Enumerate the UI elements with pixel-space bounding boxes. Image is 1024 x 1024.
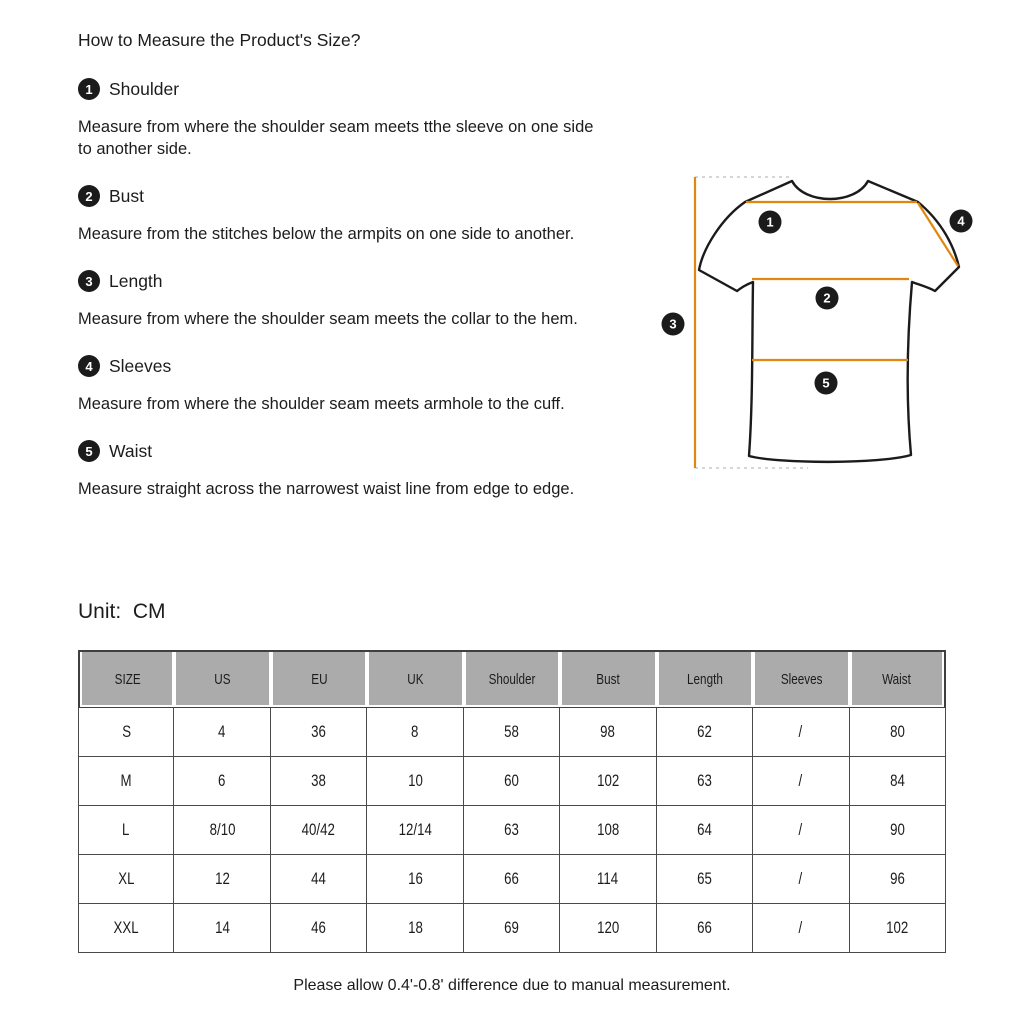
instruction-description: Measure from the stitches below the armpits on one side to another. [78, 225, 575, 243]
table-cell: 8/10 [174, 806, 270, 855]
table-cell: XL [78, 855, 174, 904]
instruction-label: Length [109, 270, 163, 291]
instruction-description: Measure from where the shoulder seam meets tthe sleeve on one side to another side. [78, 118, 594, 158]
step-3-badge: 3 [78, 270, 100, 292]
table-cell: 63 [464, 806, 560, 855]
instruction-header-length [78, 270, 608, 292]
instruction-header-waist [78, 440, 608, 462]
size-table [78, 650, 946, 953]
table-cell: 60 [464, 757, 560, 806]
table-cell: 66 [464, 855, 560, 904]
table-cell: 120 [560, 904, 656, 953]
header-cell: Waist [850, 650, 947, 708]
table-cell: 10 [367, 757, 463, 806]
instruction-label: Bust [109, 185, 145, 206]
diagram-marker-shoulder [759, 211, 782, 234]
measure-instructions [78, 78, 608, 525]
table-cell: 4 [174, 708, 270, 757]
instruction-header-sleeves [78, 355, 608, 377]
table-cell: 16 [367, 855, 463, 904]
table-cell: S [78, 708, 174, 757]
table-cell: / [753, 904, 849, 953]
size-table-wrap [78, 650, 946, 953]
table-cell: 44 [271, 855, 367, 904]
tshirt-outline [699, 181, 959, 462]
size-table-body [78, 708, 946, 953]
diagram-marker-waist [815, 372, 838, 395]
table-cell: 38 [271, 757, 367, 806]
table-row [78, 708, 946, 757]
table-cell: 12 [174, 855, 270, 904]
diagram-marker-sleeves [950, 210, 973, 233]
marker-number: 2 [823, 290, 831, 306]
marker-number: 4 [957, 213, 965, 229]
table-cell: 66 [657, 904, 753, 953]
table-cell: 62 [657, 708, 753, 757]
table-cell: 12/14 [367, 806, 463, 855]
table-cell: L [78, 806, 174, 855]
unit-label: Unit: CM [78, 600, 166, 623]
marker-number: 5 [822, 375, 830, 391]
header-cell: Shoulder [464, 650, 560, 708]
table-cell: 14 [174, 904, 270, 953]
instruction-description: Measure from where the shoulder seam meets the collar to the hem. [78, 310, 578, 328]
table-cell: 69 [464, 904, 560, 953]
table-row [78, 806, 946, 855]
header-cell: Sleeves [753, 650, 849, 708]
table-cell: 8 [367, 708, 463, 757]
instruction-description: Measure from where the shoulder seam meets armhole to the cuff. [78, 395, 565, 413]
table-row [78, 904, 946, 953]
diagram-marker-length [662, 313, 685, 336]
table-cell: 40/42 [271, 806, 367, 855]
header-cell: UK [367, 650, 463, 708]
table-cell: / [753, 855, 849, 904]
footer-note: Please allow 0.4'-0.8' difference due to manual measurement. [293, 977, 731, 994]
page-title: How to Measure the Product's Size? [78, 30, 361, 50]
instruction-description: Measure straight across the narrowest waist line from edge to edge. [78, 480, 575, 498]
instruction-header-bust [78, 185, 608, 207]
table-cell: 63 [657, 757, 753, 806]
table-cell: XXL [78, 904, 174, 953]
table-cell: 80 [850, 708, 947, 757]
table-cell: 18 [367, 904, 463, 953]
marker-number: 3 [669, 316, 677, 332]
table-cell: 84 [850, 757, 947, 806]
table-row [78, 757, 946, 806]
step-1-badge: 1 [78, 78, 100, 100]
header-cell: SIZE [78, 650, 174, 708]
table-cell: / [753, 757, 849, 806]
table-row [78, 855, 946, 904]
table-cell: 46 [271, 904, 367, 953]
instruction-header-shoulder [78, 78, 608, 100]
marker-number: 1 [766, 214, 774, 230]
table-cell: 58 [464, 708, 560, 757]
step-4-badge: 4 [78, 355, 100, 377]
table-cell: / [753, 806, 849, 855]
header-cell: EU [271, 650, 367, 708]
size-table-header-row [78, 650, 946, 708]
header-cell: Length [657, 650, 753, 708]
table-cell: 64 [657, 806, 753, 855]
table-cell: 102 [560, 757, 656, 806]
header-cell: Bust [560, 650, 656, 708]
instruction-label: Waist [109, 440, 153, 461]
table-cell: / [753, 708, 849, 757]
tshirt-measurement-diagram [640, 160, 1024, 490]
table-cell: 90 [850, 806, 947, 855]
header-cell: US [174, 650, 270, 708]
table-cell: 6 [174, 757, 270, 806]
table-cell: 36 [271, 708, 367, 757]
table-cell: 114 [560, 855, 656, 904]
instruction-label: Sleeves [109, 355, 172, 376]
table-cell: 65 [657, 855, 753, 904]
table-cell: M [78, 757, 174, 806]
table-cell: 102 [850, 904, 947, 953]
table-cell: 98 [560, 708, 656, 757]
instruction-label: Shoulder [109, 78, 180, 99]
step-2-badge: 2 [78, 185, 100, 207]
table-cell: 108 [560, 806, 656, 855]
step-5-badge: 5 [78, 440, 100, 462]
table-cell: 96 [850, 855, 947, 904]
diagram-marker-bust [816, 287, 839, 310]
